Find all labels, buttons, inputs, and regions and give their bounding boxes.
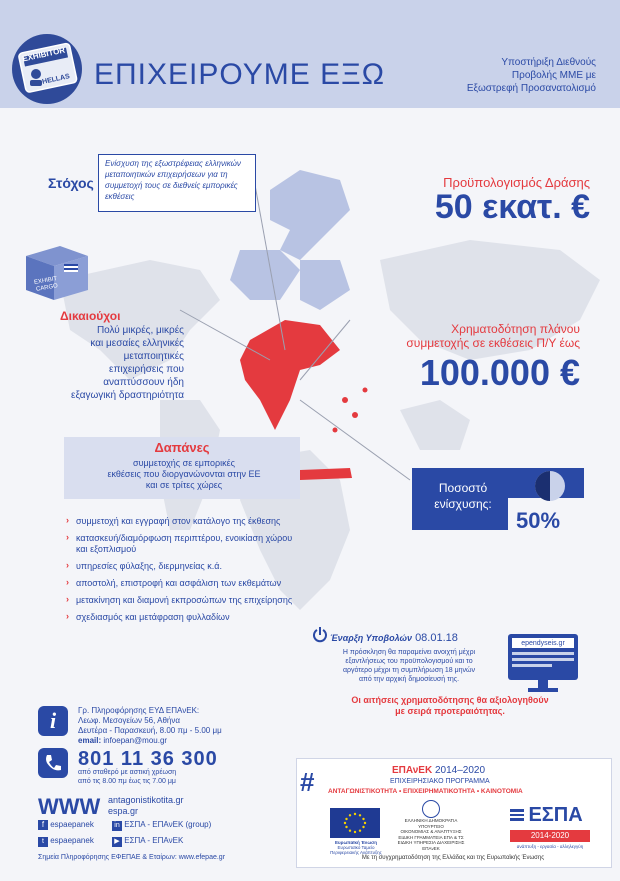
linkedin-link[interactable]: ΕΣΠΑ - ΕΠΑνΕΚ (group) xyxy=(124,820,212,829)
rate-value: 50% xyxy=(516,508,561,533)
start-label: Έναρξη Υποβολών xyxy=(330,633,412,643)
goal-text: Ενίσχυση της εξωστρέφειας ελληνικών μεταποιητικών επιχειρήσεων για τη συμμετοχή τους σε διεθνείς εμπορικές εκθέσεις xyxy=(98,154,256,212)
eu-flag-icon xyxy=(330,808,380,838)
expenses-line: συμμετοχής σε εμπορικές xyxy=(133,458,235,468)
youtube-icon: ▶ xyxy=(112,837,122,847)
expenses-line: και σε τρίτες χώρες xyxy=(145,480,223,490)
ministry-line: ΕΙΔΙΚΗ ΥΠΗΡΕΣΙΑ ΔΙΑΧΕΙΡΙΣΗΣ ΕΠΑνΕΚ xyxy=(397,840,465,851)
epanek-sub2: ΑΝΤΑΓΩΝΙΣΤΙΚΟΤΗΤΑ • ΕΠΙΧΕΙΡΗΜΑΤΙΚΟΤΗΤΑ • ΚΑΙΝΟΤΟΜΙΑ xyxy=(328,788,523,795)
website-link[interactable]: antagonistikotita.gr xyxy=(108,795,184,805)
cargo-box-text: EXHIBIT xyxy=(33,276,58,286)
espa-name: ΕΣΠΑ xyxy=(528,804,583,826)
epanek-name: ΕΠΑνΕΚ xyxy=(392,765,433,776)
ministry-line: ΕΛΛΗΝΙΚΗ ΔΗΜΟΚΡΑΤΙΑ xyxy=(404,818,458,823)
beneficiaries-title: Δικαιούχοι xyxy=(60,309,121,323)
info-line: Λεωφ. Μεσογείων 56, Αθήνα xyxy=(78,716,180,725)
list-item: › μετακίνηση και διαμονή εκπροσώπων της επιχείρησης xyxy=(66,595,296,606)
youtube-link[interactable]: ΕΣΠΑ - ΕΠΑνΕΚ xyxy=(124,836,184,845)
eu-line: Ευρωπαϊκή Ένωση xyxy=(335,840,377,845)
beneficiaries-line: αναπτύσσουν ήδη xyxy=(103,377,184,388)
linkedin-row[interactable] xyxy=(112,820,211,831)
beneficiaries-line: εξαγωγική δραστηριότητα xyxy=(71,390,184,401)
www-label: WWW xyxy=(38,794,101,819)
funding-line: Χρηματοδότηση πλάνου xyxy=(451,322,580,336)
beneficiaries-text xyxy=(14,324,184,402)
cofinancing-note: Με τη συγχρηματοδότηση της Ελλάδας και της Ευρωπαϊκής Ένωσης xyxy=(361,855,545,861)
power-icon xyxy=(312,626,328,644)
eu-line: Περιφερειακής Ανάπτυξης xyxy=(330,850,382,855)
start-line: Η πρόσκληση θα παραμείνει ανοιχτή μέχρι xyxy=(342,649,476,656)
subtitle-line: Προβολής ΜΜΕ με xyxy=(511,70,596,81)
footer-note: Σημεία Πληροφόρησης ΕΦΕΠΑΕ & Εταίρων: www.efepae.gr xyxy=(38,854,226,861)
epanek-years: 2014–2020 xyxy=(434,765,486,776)
espa-sub: ανάπτυξη - εργασία - αλληλεγγύη xyxy=(516,844,584,849)
eu-line: Ευρωπαϊκό Ταμείο xyxy=(337,845,375,850)
cargo-box-text: CARGO xyxy=(35,283,59,293)
epanek-logo xyxy=(392,765,485,776)
connector-line xyxy=(180,310,270,360)
info-line: Γρ. Πληροφόρησης ΕΥΔ ΕΠΑνΕΚ: xyxy=(78,706,200,715)
map-australia xyxy=(400,400,470,450)
funding-value: 100.000 € xyxy=(419,352,580,393)
facebook-icon: f xyxy=(38,820,48,830)
map-europe-west xyxy=(230,250,300,300)
list-item: › αποστολή, επιστροφή και ασφάλιση των εκθεμάτων xyxy=(66,578,296,589)
espa-logo xyxy=(510,804,583,827)
ministry-line: ΕΙΔΙΚΗ ΓΡΑΜΜΑΤΕΙΑ ΕΠΑ & ΤΣ xyxy=(398,834,464,840)
rate-slice xyxy=(535,471,550,501)
phone-sub-line: από σταθερό με αστική χρέωση xyxy=(78,769,177,776)
ministry-line: ΥΠΟΥΡΓΕΙΟ xyxy=(418,823,444,829)
map-greece xyxy=(240,320,340,430)
ministry-caption xyxy=(396,818,466,851)
goal-label: Στόχος xyxy=(48,175,94,191)
priority-line: Οι αιτήσεις χρηματοδότησης θα αξιολογηθούν xyxy=(351,695,549,705)
map-crete xyxy=(300,468,352,480)
funding-text xyxy=(350,322,580,350)
priority-note xyxy=(290,695,610,717)
expenses-title: Δαπάνες xyxy=(154,440,210,455)
start-line: αργότερο μέχρι τη συμπλήρωση 18 μηνών xyxy=(342,667,476,674)
websites xyxy=(108,795,184,817)
youtube-row[interactable] xyxy=(112,836,183,847)
twitter-row[interactable] xyxy=(38,836,94,847)
header-subtitle xyxy=(396,56,596,95)
ependyseis-link[interactable]: ependyseis.gr xyxy=(521,640,565,647)
expenses-text xyxy=(74,458,294,491)
phone-sub xyxy=(78,768,176,786)
page-title: ΕΠΙΧΕΙΡΟΥΜΕ ΕΞΩ xyxy=(94,58,386,91)
phone-number[interactable]: 801 11 36 300 xyxy=(78,748,218,770)
map-scandinavia xyxy=(270,170,350,260)
badge-icon xyxy=(12,34,82,104)
greek-emblem-icon xyxy=(422,800,440,818)
ministry-line: ΟΙΚΟΝΟΜΙΑΣ & ΑΝΑΠΤΥΞΗΣ xyxy=(400,829,462,834)
beneficiaries-line: και μεσαίες ελληνικές xyxy=(90,338,184,349)
beneficiaries-line: μεταποιητικές xyxy=(123,351,184,362)
info-icon: i xyxy=(38,706,68,736)
funding-line: συμμετοχής σε εκθέσεις Π/Υ έως xyxy=(406,336,580,350)
twitter-link[interactable]: espaepanek xyxy=(50,836,94,845)
espa-flag-icon xyxy=(510,809,524,821)
email-link[interactable]: infoepan@mou.gr xyxy=(103,736,168,745)
budget-label: Προϋπολογισμός Δράσης xyxy=(443,175,590,190)
eu-caption xyxy=(326,840,386,855)
website-link[interactable]: espa.gr xyxy=(108,806,139,816)
half-pie-icon xyxy=(530,468,570,504)
list-item: › κατασκευή/διαμόρφωση περιπτέρου, ενοικίαση χώρου και εξοπλισμού xyxy=(66,533,296,555)
cargo-box-icon xyxy=(20,242,92,304)
subtitle-line: Εξωστρεφή Προσανατολισμό xyxy=(466,83,596,94)
start-text xyxy=(320,648,498,684)
priority-line: με σειρά προτεραιότητας. xyxy=(395,706,505,716)
epanek-sub: ΕΠΙΧΕΙΡΗΣΙΑΚΟ ΠΡΟΓΡΑΜΜΑ xyxy=(390,778,490,785)
espa-years: 2014-2020 xyxy=(510,830,590,842)
budget-value: 50 εκατ. € xyxy=(434,188,590,226)
start-line: από την αρχική δημοσίευσή της. xyxy=(358,676,460,683)
beneficiaries-line: Πολύ μικρές, μικρές xyxy=(96,325,184,336)
map-europe-east xyxy=(300,260,350,310)
start-date: 08.01.18 xyxy=(415,632,458,644)
expenses-line: εκθέσεις που διοργανώνονται στην ΕΕ xyxy=(107,469,261,479)
info-line: Δευτέρα - Παρασκευή, 8.00 πμ - 5.00 μμ xyxy=(78,726,222,735)
linkedin-icon: in xyxy=(112,821,122,831)
beneficiaries-line: επιχειρήσεις που xyxy=(109,364,184,375)
list-item: › υπηρεσίες φύλαξης, διερμηνείας κ.ά. xyxy=(66,561,296,572)
badge-top-text: EXHIBITOR xyxy=(21,45,66,64)
expenses-list xyxy=(66,516,296,629)
exhibitor-badge xyxy=(12,34,82,104)
start-line: εξαντλήσεως του προϋπολογισμού και το xyxy=(345,658,473,665)
rate-line: ενίσχυσης: xyxy=(434,497,492,511)
info-text xyxy=(78,706,222,746)
list-item: › συμμετοχή και εγγραφή στον κατάλογο της έκθεσης xyxy=(66,516,296,527)
facebook-link[interactable]: espaepanek xyxy=(50,820,94,829)
email-label: email: xyxy=(78,736,102,745)
badge-bottom-text: HELLAS xyxy=(41,73,71,86)
rate-line: Ποσοστό xyxy=(438,481,488,495)
hashtag-icon: # xyxy=(300,767,315,797)
list-item: › σχεδιασμός και μετάφραση φυλλαδίων xyxy=(66,612,296,623)
start-title xyxy=(330,632,458,644)
subtitle-line: Υποστήριξη Διεθνούς xyxy=(501,57,596,68)
phone-sub-line: από τις 8.00 πμ έως τις 7.00 μμ xyxy=(78,778,176,785)
rate-label xyxy=(418,480,508,512)
facebook-row[interactable] xyxy=(38,820,94,830)
twitter-icon: t xyxy=(38,837,48,847)
phone-icon xyxy=(38,748,68,778)
